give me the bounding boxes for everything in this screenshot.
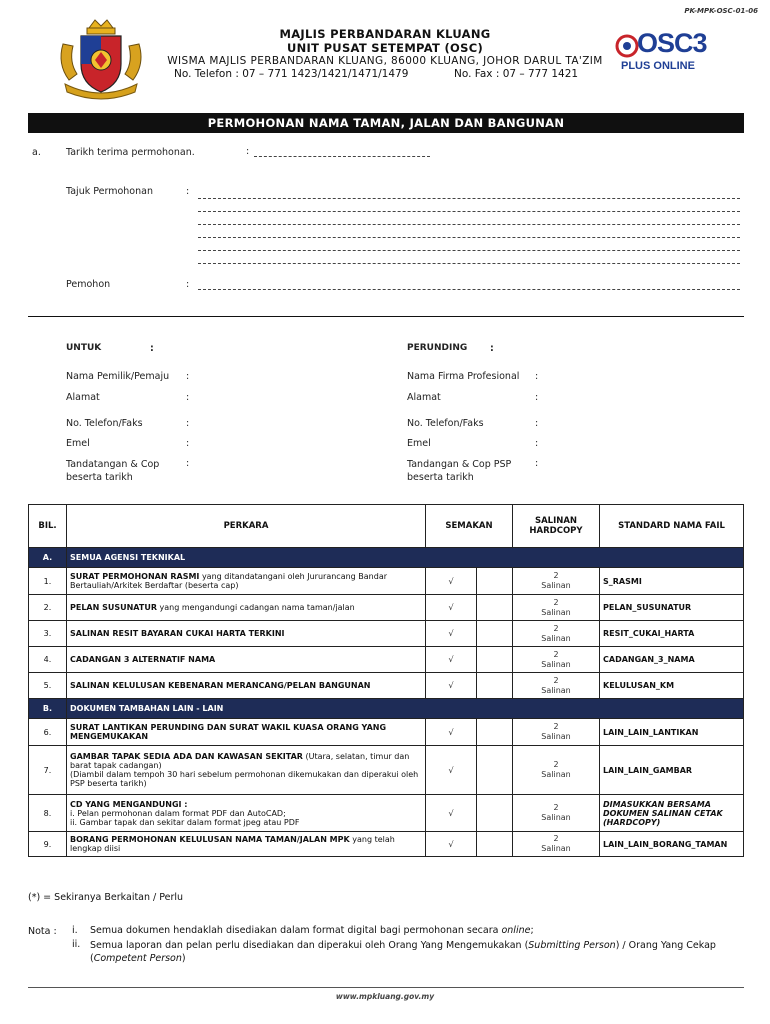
row-bil: 1. [29, 568, 67, 595]
perunding-colon: : [490, 343, 494, 354]
check-mark[interactable]: √ [426, 746, 477, 795]
note-1-end: ; [530, 925, 534, 936]
check-box[interactable] [477, 832, 513, 857]
row-bil: 9. [29, 832, 67, 857]
note-1-text: Semua dokumen hendaklah disediakan dalam format digital bagi permohonan secara [90, 925, 502, 936]
untuk-address-colon: : [186, 392, 190, 403]
file-name: LAIN_LAIN_GAMBAR [600, 746, 744, 795]
date-received-label: Tarikh terima permohonan. [66, 147, 195, 158]
application-title-line-5[interactable] [198, 250, 740, 251]
col-standard-file: STANDARD NAMA FAIL [600, 505, 744, 548]
section-a-title: SEMUA AGENSI TEKNIKAL [67, 548, 744, 568]
file-name: KELULUSAN_KM [600, 673, 744, 699]
copies-cell [513, 746, 600, 795]
check-mark[interactable]: √ [426, 621, 477, 647]
perunding-firm-colon: : [535, 371, 539, 382]
perunding-signature-colon: : [535, 458, 539, 469]
copies-cell [513, 832, 600, 857]
row-item-extra: (Diambil dalam tempoh 30 hari sebelum permohonan dikemukakan dan diperakui oleh PSP beserta tarikh) [70, 770, 419, 788]
item-a-label: a. [32, 147, 41, 158]
file-name: LAIN_LAIN_LANTIKAN [600, 719, 744, 746]
row-item-title: SALINAN KELULUSAN KEBENARAN MERANCANG/PELAN BANGUNAN [70, 681, 371, 690]
check-box[interactable] [477, 647, 513, 673]
osc-circle-icon [615, 34, 639, 58]
check-mark[interactable]: √ [426, 795, 477, 832]
section-a-row [29, 548, 744, 568]
row-perkara [67, 719, 426, 746]
application-title-line-1[interactable] [198, 198, 740, 199]
perunding-heading: PERUNDING [407, 343, 468, 353]
row-bil: 7. [29, 746, 67, 795]
perunding-phone-colon: : [535, 418, 539, 429]
check-mark[interactable]: √ [426, 832, 477, 857]
unit-name: UNIT PUSAT SETEMPAT (OSC) [286, 41, 483, 55]
perunding-address-label: Alamat [407, 392, 441, 403]
copies-count: 2 [553, 722, 559, 731]
perunding-email-colon: : [535, 438, 539, 449]
check-mark[interactable]: √ [426, 595, 477, 621]
note-2 [90, 939, 740, 965]
row-item-sub2: ii. Gambar tapak dan sekitar dalam format jpeg atau PDF [70, 817, 300, 827]
footer-rule [28, 987, 744, 988]
table-row [29, 647, 744, 673]
copies-unit: Salinan [541, 732, 571, 741]
file-name: PELAN_SUSUNATUR [600, 595, 744, 621]
application-title-label: Tajuk Permohonan [66, 186, 153, 197]
date-received-field[interactable] [254, 156, 430, 157]
untuk-phone-label: No. Telefon/Faks [66, 418, 143, 429]
table-row [29, 621, 744, 647]
copies-count: 2 [553, 597, 559, 607]
untuk-phone-colon: : [186, 418, 190, 429]
untuk-colon: : [150, 343, 154, 354]
note-2-submitting: Submitting Person [528, 940, 616, 951]
row-item-desc: yang mengandungi cadangan nama taman/jalan [157, 603, 355, 612]
applicant-label: Pemohon [66, 279, 111, 290]
row-item-title: SALINAN RESIT BAYARAN CUKAI HARTA TERKINI [70, 629, 285, 638]
copies-count: 2 [553, 760, 559, 769]
phone: No. Telefon : 07 – 771 1423/1421/1471/1479 [174, 68, 409, 80]
copies-cell [513, 673, 600, 699]
note-1 [90, 925, 740, 936]
row-perkara [67, 746, 426, 795]
row-item-title: CADANGAN 3 ALTERNATIF NAMA [70, 655, 216, 664]
applicant-field[interactable] [198, 289, 740, 290]
perunding-firm-label: Nama Firma Profesional [407, 371, 520, 382]
file-name: S_RASMI [600, 568, 744, 595]
copies-count: 2 [553, 623, 559, 633]
address: WISMA MAJLIS PERBANDARAN KLUANG, 86000 KLUANG, JOHOR DARUL TA'ZIM [167, 55, 603, 67]
row-item-title: SURAT PERMOHONAN RASMI [70, 572, 200, 581]
copies-unit: Salinan [541, 607, 571, 617]
copies-unit: Salinan [541, 844, 571, 853]
row-item-desc: yang telah lengkap diisi [70, 835, 395, 853]
file-name: LAIN_LAIN_BORANG_TAMAN [600, 832, 744, 857]
table-header-row [29, 505, 744, 548]
note-2-competent: Competent Person [93, 953, 182, 964]
untuk-email-label: Emel [66, 438, 90, 449]
application-title-line-4[interactable] [198, 237, 740, 238]
check-mark[interactable]: √ [426, 719, 477, 746]
untuk-owner-colon: : [186, 371, 190, 382]
copies-unit: Salinan [541, 685, 571, 695]
row-perkara [67, 568, 426, 595]
copies-cell [513, 568, 600, 595]
row-item-title: CD YANG MENGANDUNGI : [70, 799, 188, 809]
check-box[interactable] [477, 595, 513, 621]
section-a-bil: A. [29, 548, 67, 568]
row-perkara [67, 595, 426, 621]
copies-cell [513, 795, 600, 832]
copies-count: 2 [553, 803, 559, 812]
copies-unit: Salinan [541, 659, 571, 669]
note-2-text-a: Semua laporan dan pelan perlu disediakan dan diperakui oleh Orang Yang Mengemukakan ( [90, 940, 529, 951]
untuk-signature-label: Tandatangan & Cop beserta tarikh [66, 459, 160, 483]
untuk-email-colon: : [186, 438, 190, 449]
document-checklist-table [28, 504, 744, 857]
row-bil: 3. [29, 621, 67, 647]
check-box[interactable] [477, 568, 513, 595]
copies-cell [513, 621, 600, 647]
check-box[interactable] [477, 621, 513, 647]
note-2-end: ) [181, 953, 186, 964]
table-row [29, 568, 744, 595]
check-mark[interactable]: √ [426, 673, 477, 699]
col-perkara: PERKARA [67, 505, 426, 548]
perunding-phone-label: No. Telefon/Faks [407, 418, 484, 429]
row-bil: 6. [29, 719, 67, 746]
perunding-signature-label: Tandangan & Cop PSP beserta tarikh [407, 459, 512, 483]
form-title-banner: PERMOHONAN NAMA TAMAN, JALAN DAN BANGUNAN [28, 113, 744, 133]
copies-count: 2 [553, 675, 559, 685]
copies-unit: Salinan [541, 581, 571, 590]
document-code: PK-MPK-OSC-01-06 [684, 7, 758, 15]
copies-cell [513, 647, 600, 673]
row-item-desc: (Utara, selatan, timur dan barat tapak cadangan) [70, 752, 410, 770]
untuk-address-label: Alamat [66, 392, 100, 403]
row-perkara [67, 647, 426, 673]
perunding-email-label: Emel [407, 438, 431, 449]
untuk-owner-label: Nama Pemilik/Pemaju [66, 371, 170, 382]
row-perkara [67, 832, 426, 857]
copies-unit: Salinan [541, 770, 571, 779]
copies-unit: Salinan [541, 813, 571, 822]
title-colon: : [186, 186, 190, 197]
row-perkara [67, 621, 426, 647]
check-box[interactable] [477, 795, 513, 832]
copies-cell [513, 719, 600, 746]
col-bil: BIL. [29, 505, 67, 548]
table-row [29, 795, 744, 832]
check-box[interactable] [477, 746, 513, 795]
note-1-online: online [501, 925, 531, 936]
row-item-desc: yang ditandatangani oleh Jururancang Bandar Bertauliah/Arkitek Berdaftar (beserta cap) [70, 572, 388, 590]
osc3-tagline: PLUS ONLINE [621, 60, 695, 72]
footer-url[interactable]: www.mpkluang.gov.my [335, 992, 435, 1001]
row-perkara [67, 795, 426, 832]
note-1-num: i. [72, 925, 78, 936]
applicant-colon: : [186, 279, 190, 290]
fax: No. Fax : 07 – 777 1421 [454, 68, 579, 80]
row-item-title: SURAT LANTIKAN PERUNDING DAN SURAT WAKIL KUASA ORANG YANG MENGEMUKAKAN [70, 723, 387, 741]
table-row [29, 673, 744, 699]
row-item-sub1: i. Pelan permohonan dalam format PDF dan AutoCAD; [70, 808, 286, 818]
col-semakan: SEMAKAN [426, 505, 513, 548]
file-name: DIMASUKKAN BERSAMA DOKUMEN SALINAN CETAK (HARDCOPY) [600, 795, 744, 832]
table-row [29, 595, 744, 621]
check-box[interactable] [477, 719, 513, 746]
application-title-line-6[interactable] [198, 263, 740, 264]
row-bil: 8. [29, 795, 67, 832]
note-2-num: ii. [72, 939, 81, 950]
untuk-heading: UNTUK [66, 343, 102, 353]
asterisk-note: (*) = Sekiranya Berkaitan / Perlu [28, 892, 184, 903]
row-item-title: GAMBAR TAPAK SEDIA ADA DAN KAWASAN SEKITAR [70, 752, 303, 761]
section-divider [28, 316, 744, 317]
check-mark[interactable]: √ [426, 647, 477, 673]
row-perkara [67, 673, 426, 699]
col-salinan: SALINAN HARDCOPY [513, 505, 600, 548]
table-row [29, 719, 744, 746]
note-2-text-c: ) / Orang Yang Cekap ( [90, 940, 716, 964]
row-bil: 5. [29, 673, 67, 699]
osc3-text: OSC3 [637, 28, 707, 58]
table-row [29, 832, 744, 857]
copies-count: 2 [553, 571, 559, 580]
notes-label: Nota : [28, 926, 57, 937]
row-bil: 4. [29, 647, 67, 673]
file-name: CADANGAN_3_NAMA [600, 647, 744, 673]
section-b-row [29, 699, 744, 719]
org-name: MAJLIS PERBANDARAN KLUANG [279, 27, 491, 41]
osc3-logo [615, 30, 715, 76]
file-name: RESIT_CUKAI_HARTA [600, 621, 744, 647]
check-mark[interactable]: √ [426, 568, 477, 595]
row-item-title: PELAN SUSUNATUR [70, 603, 157, 612]
section-b-bil: B. [29, 699, 67, 719]
row-bil: 2. [29, 595, 67, 621]
copies-unit: Salinan [541, 633, 571, 643]
table-row [29, 746, 744, 795]
application-title-line-2[interactable] [198, 211, 740, 212]
untuk-signature-colon: : [186, 458, 190, 469]
copies-count: 2 [553, 834, 559, 843]
application-title-line-3[interactable] [198, 224, 740, 225]
copies-count: 2 [553, 649, 559, 659]
copies-cell [513, 595, 600, 621]
row-item-title: BORANG PERMOHONAN KELULUSAN NAMA TAMAN/JALAN MPK [70, 835, 350, 844]
check-box[interactable] [477, 673, 513, 699]
date-colon: : [246, 146, 250, 157]
section-b-title: DOKUMEN TAMBAHAN LAIN - LAIN [67, 699, 744, 719]
perunding-address-colon: : [535, 392, 539, 403]
